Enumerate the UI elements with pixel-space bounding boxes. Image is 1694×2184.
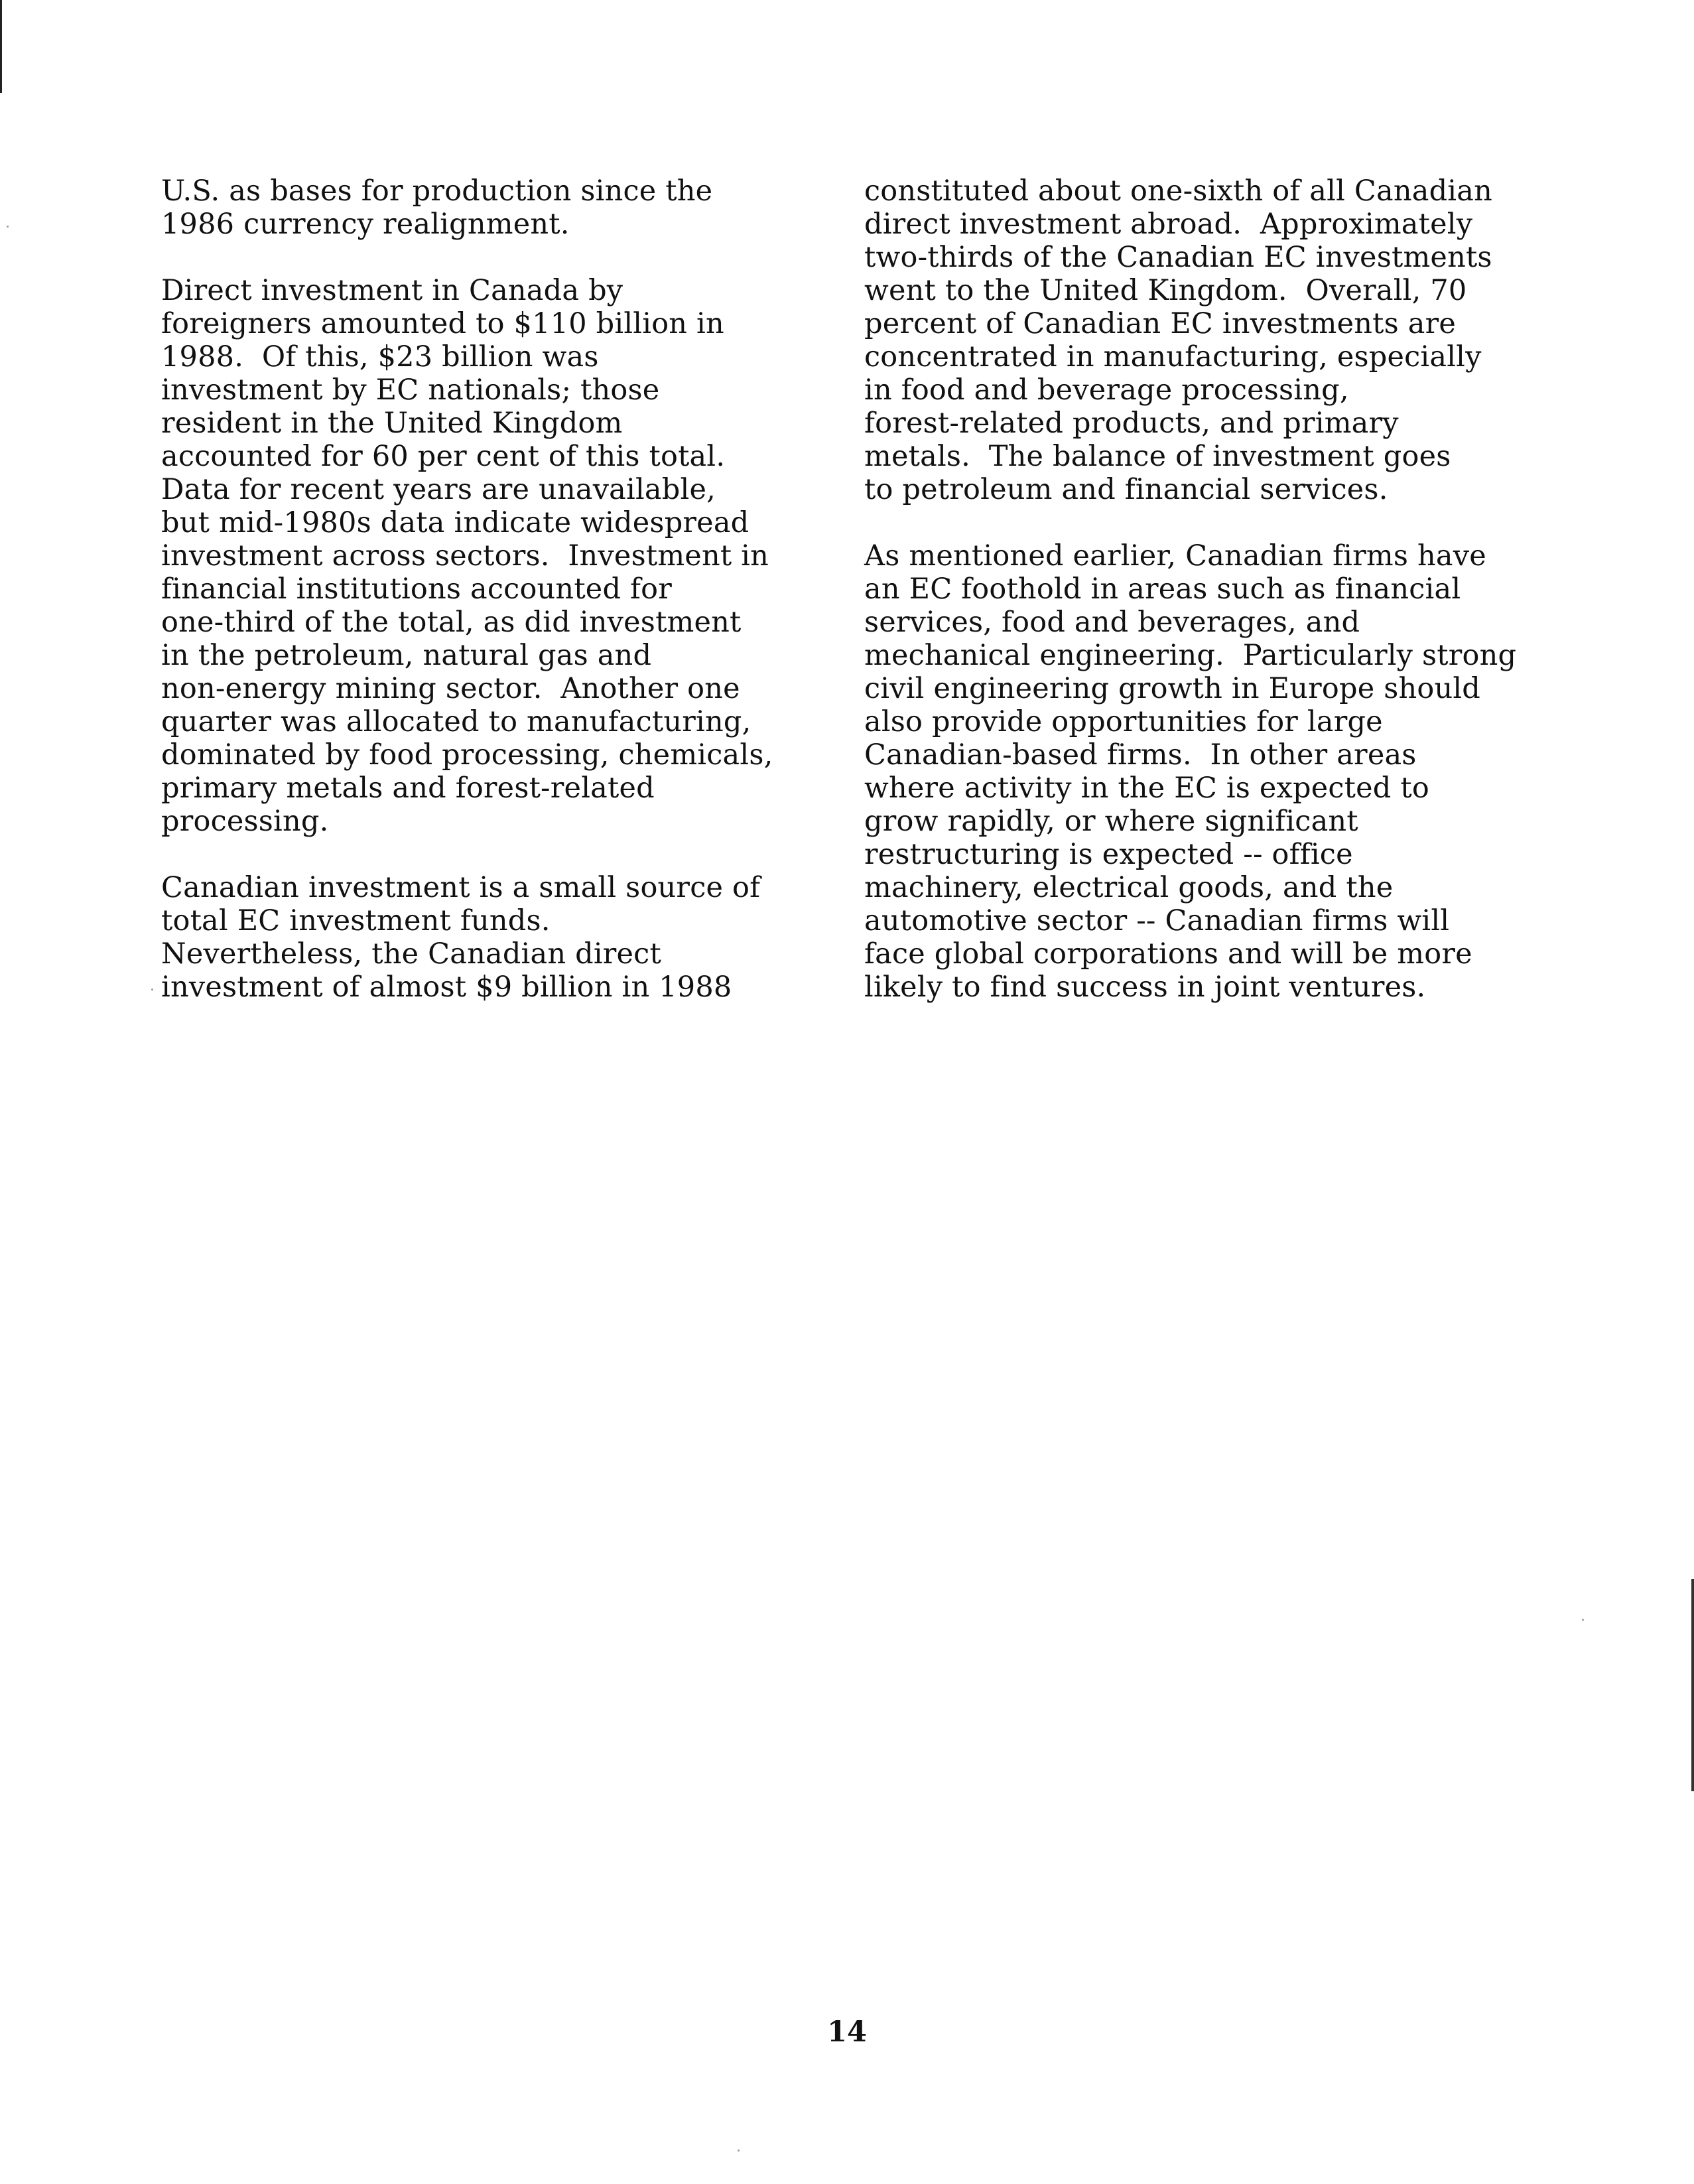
- text-line: resident in the United Kingdom: [161, 407, 623, 440]
- text-line: non-energy mining sector. Another one: [161, 672, 740, 705]
- paragraph: [161, 871, 831, 1004]
- paragraph: [161, 174, 831, 241]
- text-line: went to the United Kingdom. Overall, 70: [864, 274, 1467, 307]
- text-line: dominated by food processing, chemicals,: [161, 738, 773, 772]
- text-line: grow rapidly, or where significant: [864, 805, 1358, 838]
- text-line: accounted for 60 per cent of this total.: [161, 440, 726, 473]
- text-line: percent of Canadian EC investments are: [864, 307, 1456, 340]
- right-column: [864, 174, 1547, 1037]
- text-line: one-third of the total, as did investment: [161, 606, 742, 639]
- paragraph: [864, 174, 1547, 506]
- text-line: in the petroleum, natural gas and: [161, 639, 652, 672]
- text-line: Canadian-based firms. In other areas: [864, 738, 1417, 772]
- text-line: 1986 currency realignment.: [161, 208, 570, 241]
- text-line: Nevertheless, the Canadian direct: [161, 937, 661, 971]
- text-line: investment by EC nationals; those: [161, 374, 660, 407]
- text-line: mechanical engineering. Particularly strong: [864, 639, 1517, 672]
- text-line: investment across sectors. Investment in: [161, 539, 769, 573]
- scan-speck: [7, 226, 9, 228]
- text-line: direct investment abroad. Approximately: [864, 208, 1473, 241]
- text-line: restructuring is expected -- office: [864, 838, 1353, 871]
- paragraph: [161, 274, 831, 838]
- text-line: Data for recent years are unavailable,: [161, 473, 716, 506]
- page-number: 14: [827, 2015, 867, 2049]
- text-line: where activity in the EC is expected to: [864, 772, 1429, 805]
- text-line: 1988. Of this, $23 billion was: [161, 340, 599, 374]
- text-line: an EC foothold in areas such as financial: [864, 573, 1461, 606]
- text-line: Canadian investment is a small source of: [161, 871, 761, 904]
- text-line: processing.: [161, 805, 329, 838]
- text-line: forest-related products, and primary: [864, 407, 1399, 440]
- text-line: As mentioned earlier, Canadian firms have: [864, 539, 1486, 573]
- text-line: also provide opportunities for large: [864, 705, 1383, 738]
- paragraph: [864, 539, 1547, 1004]
- scan-speck: [738, 2150, 740, 2151]
- text-line: face global corporations and will be more: [864, 937, 1472, 971]
- text-line: U.S. as bases for production since the: [161, 174, 713, 208]
- text-line: machinery, electrical goods, and the: [864, 871, 1394, 904]
- scan-speck: [1582, 1619, 1584, 1621]
- text-line: services, food and beverages, and: [864, 606, 1360, 639]
- text-line: quarter was allocated to manufacturing,: [161, 705, 751, 738]
- text-line: investment of almost $9 billion in 1988: [161, 971, 732, 1004]
- scan-edge-left: [0, 0, 2, 93]
- text-line: automotive sector -- Canadian firms will: [864, 904, 1450, 937]
- text-line: primary metals and forest-related: [161, 772, 655, 805]
- text-line: metals. The balance of investment goes: [864, 440, 1451, 473]
- text-line: in food and beverage processing,: [864, 374, 1349, 407]
- text-line: to petroleum and financial services.: [864, 473, 1388, 506]
- text-line: financial institutions accounted for: [161, 573, 673, 606]
- text-line: two-thirds of the Canadian EC investments: [864, 241, 1492, 274]
- text-line: concentrated in manufacturing, especially: [864, 340, 1482, 374]
- scan-speck: [151, 989, 153, 990]
- text-line: likely to find success in joint ventures.: [864, 971, 1426, 1004]
- left-column: [161, 174, 831, 1037]
- text-line: but mid-1980s data indicate widespread: [161, 506, 749, 539]
- text-line: total EC investment funds.: [161, 904, 551, 937]
- text-line: civil engineering growth in Europe should: [864, 672, 1481, 705]
- text-line: foreigners amounted to $110 billion in: [161, 307, 724, 340]
- scan-edge-right: [1691, 1579, 1694, 1791]
- text-line: constituted about one-sixth of all Canadian: [864, 174, 1492, 208]
- text-line: Direct investment in Canada by: [161, 274, 623, 307]
